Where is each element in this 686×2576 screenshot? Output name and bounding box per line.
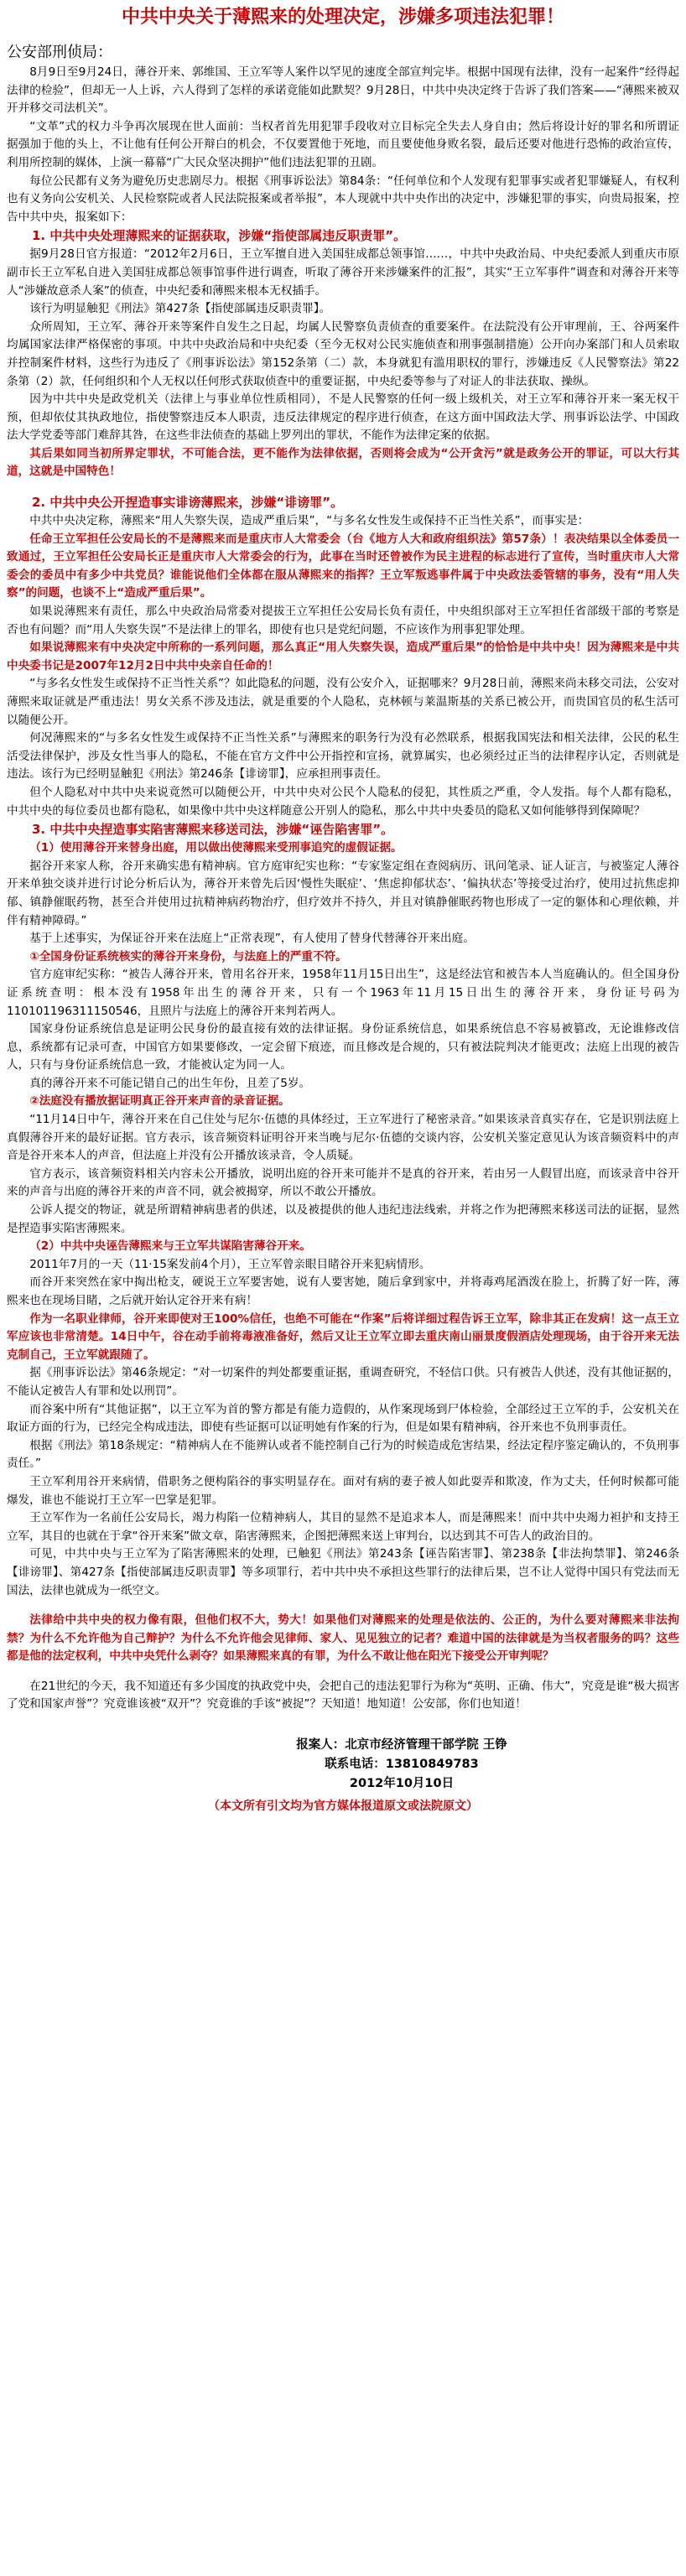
section1-emphasis: 其后果如同当初所界定罪状，不可能合法，更不能作为法律依据，否则将会成为“公开贪污”就是政务公开的罪证，可以大行其道，这就是中国特色！: [7, 446, 679, 479]
section3-subheading-2: （2）中共中央诬告薄熙来与王立军共谋陷害薄谷开来。: [29, 1239, 311, 1254]
section3-paragraph: 公诉人提交的物证，就是所谓精神病患者的供述，以及被提供的他人违纪违法线索，并将之作为把薄熙来移送司法的证据，显然是捏造事实陷害薄熙来。: [7, 1203, 679, 1235]
closing-question: 法律给中共中央的权力像有限，但他们权不大，势大！如果他们对薄熙来的处理是依法的、公正的，为什么要对薄熙来非法拘禁？为什么不允许他为自己辩护？为什么不允许他会见律师、家人、见见独立的记者？难道中国的法律就是为当权者服务的吗？这些都是他的法定权利，中共中央凭什么剥夺？如果薄熙来真的有罪，为什么不敢让他在阳光下接受公开审判呢？: [7, 1613, 679, 1664]
section3-paragraph: 基于上述事实，为保证谷开来在法庭上“正常表现”，有人使用了替身代替薄谷开来出庭。: [29, 932, 475, 946]
section2-paragraph: 如果说薄熙来有中央决定中所称的一系列问题，那么真正“用人失察失误，造成严重后果”的恰恰是中共中央！因为薄熙来是中共中央委书记是2007年12月2日中共中央亲自任命的！: [7, 641, 679, 673]
section1-paragraph: 该行为明显触犯《刑法》第427条【指使部属违反职责罪】。: [29, 302, 331, 316]
section3-subheading-1: （1）使用薄谷开来替身出庭，用以做出使薄熙来受刑事追究的虚假证据。: [29, 841, 403, 855]
section1-paragraph: 因为中共中央是政党机关（法律上与事业单位性质相同），不是人民警察的任何一级上级机关，对王立军和薄谷开来一案无权干预，但却依仗其执政地位，指使警察违反本人职责，违反法律规定的程序进行侦查，在这方面中国政法大学、刑事诉讼法学、中国政法大学党委等部门难辞其咎，在这些非法侦查的基础上罗列出的罪状，不能作为法律定案的依据。: [7, 392, 679, 443]
section3-point: ①全国身份证系统核实的薄谷开来身份，与法庭上的严重不符。: [29, 949, 347, 963]
section3-paragraph: “11月14日中午，薄谷开来在自己住处与尼尔·伍德的具体经过，王立军进行了秘密录音。”如果该录音真实存在，它是识别法庭上真假薄谷开来的最好证据。官方表示，该音频资料证明谷开来当晚与尼尔·伍德的交谈内容，公安机关鉴定意见认为该音频资料中的声音是谷开来本人的声音，但法庭上并没有公开播放该录音，令人质疑。: [7, 1113, 679, 1163]
signature-date: 2012年10月10日: [349, 1777, 455, 1791]
section3-paragraph: 官方表示，该音频资料相关内容未公开播放，说明出庭的谷开来可能并不是真的谷开来，若由另一人假冒出庭，而该录音中谷开来的声音与出庭的薄谷开来的声音不同，就会被揭穿，所以不敢公开播放。: [7, 1166, 679, 1199]
section2-paragraph: 但个人隐私对中共中央来说竟然可以随便公开，中共中央对公民个人隐私的侵犯，其性质之严重，令人发指。每个人都有隐私，中共中央的每位委员也都有隐私，如果像中共中央这样随意公开别人的隐私，那么中共中央委员的隐私又如何能够得到保障呢？: [7, 785, 679, 818]
footer-note: （本文所有引文均为官方媒体报道原文或法院原文）: [208, 1800, 478, 1814]
section3-paragraph: 据谷开来家人称，谷开来确实患有精神病。官方庭审纪实也称：“专家鉴定组在查阅病历、讯问笔录、证人证言，与被鉴定人薄谷开来单独交谈并进行讨论分析后认为，薄谷开来曾先后因‘慢性失眠症’、‘焦虑抑郁状态’、‘偏执状态’等接受过治疗，使用过抗焦虑抑郁、镇静催眠药物，甚至合并使用过抗精神病药物治疗，但疗效并不持久，并且对镇静催眠药物也形成了一定的躯体和心理依赖，并伴有精神障碍。”: [7, 859, 679, 927]
section2-paragraph: “与多名女性发生或保持不正当性关系”？如此隐私的问题，没有公安介入，证据哪来？9月28日前，薄熙来尚未移交司法，公安对薄熙来取证就是严重违法！男女关系不涉及违法，就是重要的个人隐私，克林顿与莱温斯基的关系已被公开，而贵国官员的私生活可以随便公开。: [7, 677, 679, 727]
section3-paragraph: 据《刑事诉讼法》第46条规定：“对一切案件的判处都要重证据，重调查研究，不轻信口供。只有被告人供述，没有其他证据的，不能认定被告人有罪和处以刑罚”。: [7, 1366, 679, 1398]
section1-heading: 1. 中共中央处理薄熙来的证据获取，涉嫌“指使部属违反职责罪”。: [32, 228, 407, 244]
signature-phone: [7, 1755, 679, 1774]
phone-number: 13810849783: [385, 1758, 479, 1772]
section2-paragraph: 任命王立军担任公安局长的不是薄熙来而是重庆市人大常委会（台《地方人大和政府组织法》第57条）！表决结果以全体委员一致通过，王立军担任公安局长正是重庆市人大常委会的行为，此事在当时还曾被作为民主进程的标志进行了宣传，当时重庆市人大常委会的委员中有多少中共党员？谁能说他们全体都在服从薄熙来的指挥？王立军叛逃事件属于中央政法委管辖的事务，没有“用人失察”的问题，也谈不上“造成严重后果”。: [7, 532, 679, 600]
reporter-label: 报案人：: [296, 1738, 346, 1753]
section3-paragraph: 王立军利用谷开来病情，借职务之便构陷谷的事实明显存在。面对有病的妻子被人如此耍弄和欺凌，作为丈夫，任何时候都可能爆发，谁也不能说打王立军一巴掌是犯罪。: [7, 1474, 679, 1507]
section1-paragraph: 众所周知，王立军、薄谷开来等案件自发生之日起，均属人民警察负责侦查的重要案件。在法院没有公开审理前，王、谷两案件均属国家法律严格保密的事项。中共中央政治局和中央纪委（至今无权对公民实施侦查和刑事强制措施）公开向办案部门和人员索取并控制案件材料，这些行为违反了《刑事诉讼法》第152条第（二）款，本身就犯有滥用职权的罪行，涉嫌违反《人民警察法》第22条第（2）款，任何组织和个人无权以任何形式获取侦查中的重要证据，中央纪委等参与了对证人的非法获取、操纵。: [7, 319, 679, 388]
signature-reporter: [7, 1736, 679, 1755]
addressee: 公安部刑侦局：: [7, 44, 112, 61]
closing-paragraph: 在21世纪的今天，我不知道还有多少国度的执政党中央，会把自己的违法犯罪行为称为“英明、正确、伟大”，究竟是谁“极大损害了党和国家声誉”？究竟谁该被“双开”？究竟谁的手该“被捉”？天知道！地知道！公安部，你们也知道！: [7, 1679, 679, 1711]
section3-paragraph: 官方庭审纪实称：“被告人薄谷开来，曾用名谷开来，1958年11月15日出生”，这是经法官和被告本人当庭确认的。但全国身份证系统查明：根本没有1958年出生的薄谷开来，只有一个1963年11月15日出生的薄谷开来，身份证号码为110101196311150546，且照片与法庭上的薄谷开来判若两人。: [7, 968, 679, 1018]
section2-paragraph: 如果说薄熙来有责任，那么中央政治局常委对提拔王立军担任公安局长负有责任，中央组织部对王立军担任省部级干部的考察是否也有问题？而“用人失察失误”不是法律上的罪名，即使有也只是党纪问题，不应该作为刑事犯罪处理。: [7, 605, 679, 636]
page-title: 中共中央关于薄熙来的处理决定，涉嫌多项违法犯罪！: [121, 7, 564, 28]
intro-paragraph-1: 8月9日至9月24日，薄谷开来、郭维国、王立军等人案件以罕见的速度全部宣判完毕。根据中国现有法律，没有一起案件“经得起法律的检验”，但却无一人上诉，六人得到了怎样的承诺竟能如此默契？9月28日，中共中央决定终于告诉了我们答案——“薄熙来被双开并移交司法机关”。: [7, 65, 679, 116]
reporter-name: 北京市经济管理干部学院 王铮: [345, 1738, 507, 1753]
intro-paragraph-2: “文革”式的权力斗争再次展现在世人面前：当权者首先用犯罪手段收对立目标完全失去人身自由；然后将设计好的罪名和所谓证据强加于他的头上，不让他有任何公开辩白的机会，不仅要置他于死地，而且要使他身败名裂，最后还要对他进行恐怖的政治宣传，利用所控制的媒体，上演一幕幕“广大民众坚决拥护”他们违法犯罪的丑剧。: [7, 119, 679, 169]
section1-paragraph: 据9月28日官方报道：“2012年2月6日，王立军擅自进入美国驻成都总领事馆……，中共中央政治局、中央纪委派人到重庆市原副市长王立军私自进入美国驻成都总领事馆事件进行调查，听取了薄谷开来涉嫌案件的汇报”，其实“王立军事件”调查和对薄谷开来等人“涉嫌故意杀人案”的侦查，中央纪委和薄熙来根本无权插手。: [7, 247, 679, 298]
section3-paragraph: 2011年7月的一天（11·15案发前4个月），王立军曾亲眼目睹谷开来犯病情形。: [29, 1257, 431, 1271]
section2-heading: 2. 中共中央公开捏造事实诽谤薄熙来，涉嫌“诽谤罪”。: [32, 495, 344, 511]
section3-paragraph: 而谷案中所有“其他证据”，以王立军为首的警方都是有能力造假的，从作案现场到尸体检验，全部经过王立军的手，公安机关在取证方面的行为，已经完全构成违法，即使有些证据可以证明她有作案的行为，但是如果有精神病，谷开来也不负刑事责任。: [7, 1402, 679, 1435]
section3-paragraph: 王立军作为一名前任公安局长，竭力构陷一位精神病人，其目的显然不是追求本人，而是薄熙来！而中共中央竭力袒护和支持王立军，其目的也就在于拿“谷开来案”做文章，陷害薄熙来，企图把薄熙来送上审判台，以达到其不可告人的政治目的。: [7, 1511, 679, 1543]
section3-paragraph: 国家身份证系统信息是证明公民身份的最直接有效的法律证据。身份证系统信息，如果系统信息不容易被篡改，无论谁修改信息，系统都有记录可查，中国官方如果要修改，一定会留下痕迹，而且修改是合规的，只有被法院判决才能更改；法庭上出现的被告人，只有与身份证系统信息一致，才能被认定为同一人。: [7, 1022, 679, 1072]
section3-paragraph: 真的薄谷开来不可能记错自己的出生年份，且差了5岁。: [29, 1076, 311, 1090]
section3-point: ②法庭没有播放据证明真正谷开来声音的录音证据。: [29, 1094, 290, 1109]
section3-paragraph: 根据《刑法》第18条规定：“精神病人在不能辨认或者不能控制自己行为的时候造成危害结果，经法定程序鉴定确认的，不负刑事责任。”: [7, 1438, 679, 1471]
section3-paragraph: 可见，中共中央与王立军为了陷害薄熙来的处理，已触犯《刑法》第243条【诬告陷害罪】、第238条【非法拘禁罪】、第246条【诽谤罪】、第427条【指使部属违反职责罪】等多项罪行，若中共中央不承担这些罪行的法律后果，岂不让人觉得中国只有党法而无国法，法律也就成为一纸空文。: [7, 1547, 679, 1597]
section2-paragraph: 中共中央决定称，薄熙来“用人失察失误，造成严重后果”，“与多名女性发生或保持不正当性关系”，而事实是：: [29, 514, 590, 528]
section3-heading: 3. 中共中央捏造事实陷害薄熙来移送司法，涉嫌“诬告陷害罪”。: [32, 822, 394, 838]
section3-paragraph: 作为一名职业律师，谷开来即使对王100%信任，也绝不可能在“作案”后将详细过程告诉王立军，除非其正在发病！这一点王立军应该也非常清楚。14日中午，谷在动手前将毒液准备好，然后又让王立军立即去重庆南山丽景度假酒店处理现场，由于谷开来无法克制自己，王立军就跟随了。: [7, 1311, 679, 1362]
section3-paragraph: 而谷开来突然在家中掏出枪支，硬说王立军要害她，说有人要害她，随后拿到家中，并将毒鸡尾酒泼在脸上，折腾了好一阵，薄熙来也在现场目睹，之后就开始认定谷开来有病！: [7, 1275, 679, 1307]
phone-label: 联系电话：: [325, 1758, 386, 1772]
section2-paragraph: 何况薄熙来的“与多名女性发生或保持不正当性关系”与薄熙来的职务行为没有必然联系，根据我国宪法和相关法律，公民的私生活受法律保护，涉及女性当事人的隐私，不能在官方文件中公开指控和宣扬，就算属实，也必须经过正当的法律程序认定，否则就是违法。该行为已经明显触犯《刑法》第246条【诽谤罪】，应承担刑事责任。: [7, 731, 679, 782]
intro-paragraph-3: 每位公民都有义务为避免历史悲剧尽力。根据《刑事诉讼法》第84条：“任何单位和个人发现有犯罪事实或者犯罪嫌疑人，有权利也有义务向公安机关、人民检察院或者人民法院报案或者举报”，本人现就中共中央作出的决定中，涉嫌犯罪的事实，向贵局报案，控告中共中央，报案如下：: [7, 174, 679, 224]
